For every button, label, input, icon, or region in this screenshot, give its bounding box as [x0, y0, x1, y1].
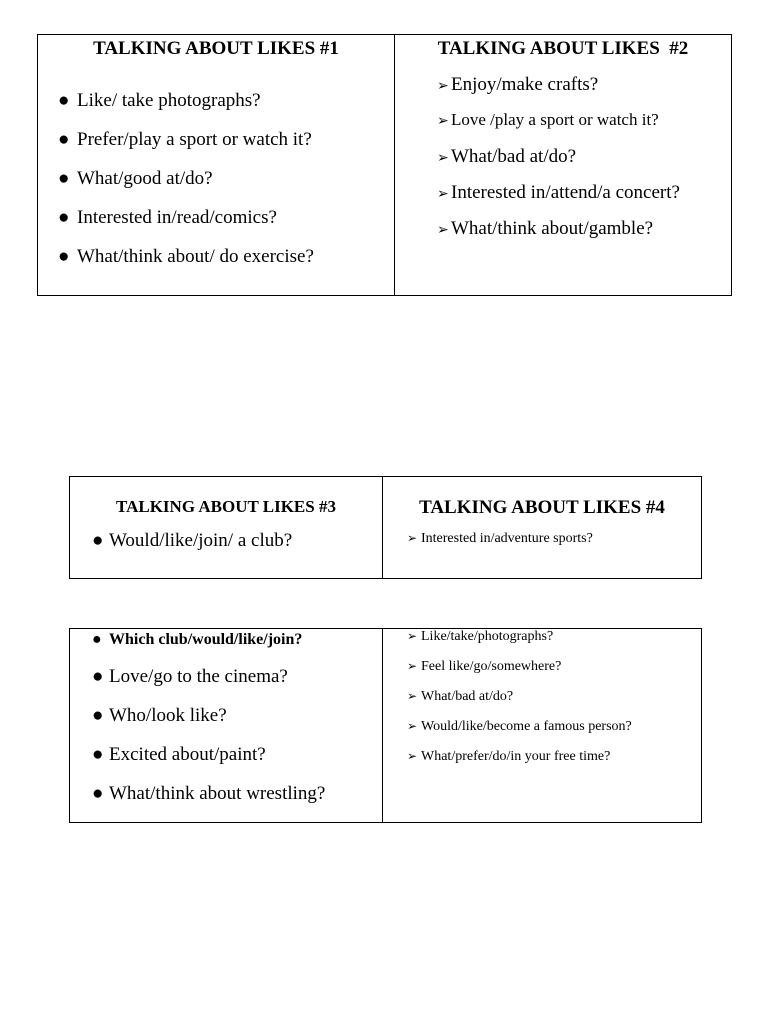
list-item: ➢ Enjoy/make crafts? [437, 74, 599, 95]
card-4 [383, 477, 702, 579]
bullet-icon: ● [92, 530, 104, 551]
card-1-questions [38, 90, 394, 285]
card-table-1 [37, 34, 732, 296]
arrow-icon: ➢ [437, 187, 449, 202]
card-table-3 [69, 628, 702, 823]
card-1-title: TALKING ABOUT LIKES #1 [93, 38, 339, 59]
bullet-icon: ● [58, 246, 70, 267]
card-3-title: TALKING ABOUT LIKES #3 [116, 497, 336, 516]
bullet-icon: ● [58, 90, 70, 111]
list-item: ➢ Like/take/photographs? [407, 629, 554, 644]
list-item: ● Would/like/join/ a club? [92, 530, 293, 551]
bullet-icon: ● [92, 783, 104, 804]
list-item: ● Prefer/play a sport or watch it? [58, 129, 312, 150]
card-3 [70, 477, 383, 579]
list-item: ● Like/ take photographs? [58, 90, 261, 111]
bullet-icon: ● [92, 705, 104, 726]
bullet-icon: ● [58, 168, 70, 189]
arrow-icon: ➢ [437, 151, 449, 166]
card-3-more-questions [70, 631, 382, 822]
card-4-questions [383, 531, 701, 547]
list-item: ➢ What/think about/gamble? [437, 218, 654, 239]
list-item: ● Who/look like? [92, 705, 227, 726]
bullet-icon: ● [92, 744, 104, 765]
list-item: ● Love/go to the cinema? [92, 666, 288, 687]
list-item: ➢ What/prefer/do/in your free time? [407, 749, 611, 764]
bullet-icon: ● [58, 129, 70, 150]
list-item: ➢ What/bad at/do? [407, 689, 514, 704]
arrow-icon: ➢ [407, 689, 418, 703]
arrow-icon: ➢ [437, 79, 449, 94]
arrow-icon: ➢ [407, 749, 418, 763]
arrow-icon: ➢ [437, 223, 449, 238]
list-item: ➢ Love /play a sport or watch it? [437, 110, 659, 129]
arrow-icon: ➢ [407, 719, 418, 733]
list-item: ➢ Interested in/adventure sports? [407, 531, 593, 546]
list-item: ● What/think about/ do exercise? [58, 246, 314, 267]
arrow-icon: ➢ [407, 531, 418, 545]
list-item: ➢ Interested in/attend/a concert? [437, 182, 680, 203]
card-2-title: TALKING ABOUT LIKES #2 [437, 38, 689, 59]
card-4-title: TALKING ABOUT LIKES #4 [419, 497, 665, 518]
list-item: ● What/good at/do? [58, 168, 213, 189]
list-item: ➢ Would/like/become a famous person? [407, 719, 632, 734]
list-item: ● What/think about wrestling? [92, 783, 326, 804]
list-item: ➢ What/bad at/do? [437, 146, 577, 167]
bullet-icon: ● [92, 666, 104, 687]
bullet-icon: ● [92, 631, 102, 648]
arrow-icon: ➢ [407, 659, 418, 673]
card-2 [395, 35, 732, 296]
card-4-continued [383, 629, 702, 823]
arrow-icon: ➢ [407, 629, 418, 643]
list-item: ➢ Feel like/go/somewhere? [407, 659, 562, 674]
bullet-icon: ● [58, 207, 70, 228]
card-3-questions [70, 530, 382, 552]
list-item: ● Excited about/paint? [92, 744, 266, 765]
card-4-more-questions [383, 629, 701, 779]
arrow-icon: ➢ [437, 114, 449, 129]
card-table-2 [69, 476, 702, 579]
card-1 [38, 35, 395, 296]
card-2-questions [395, 74, 731, 254]
list-item: ● Which club/would/like/join? [92, 631, 303, 648]
list-item: ● Interested in/read/comics? [58, 207, 277, 228]
card-3-continued [70, 629, 383, 823]
